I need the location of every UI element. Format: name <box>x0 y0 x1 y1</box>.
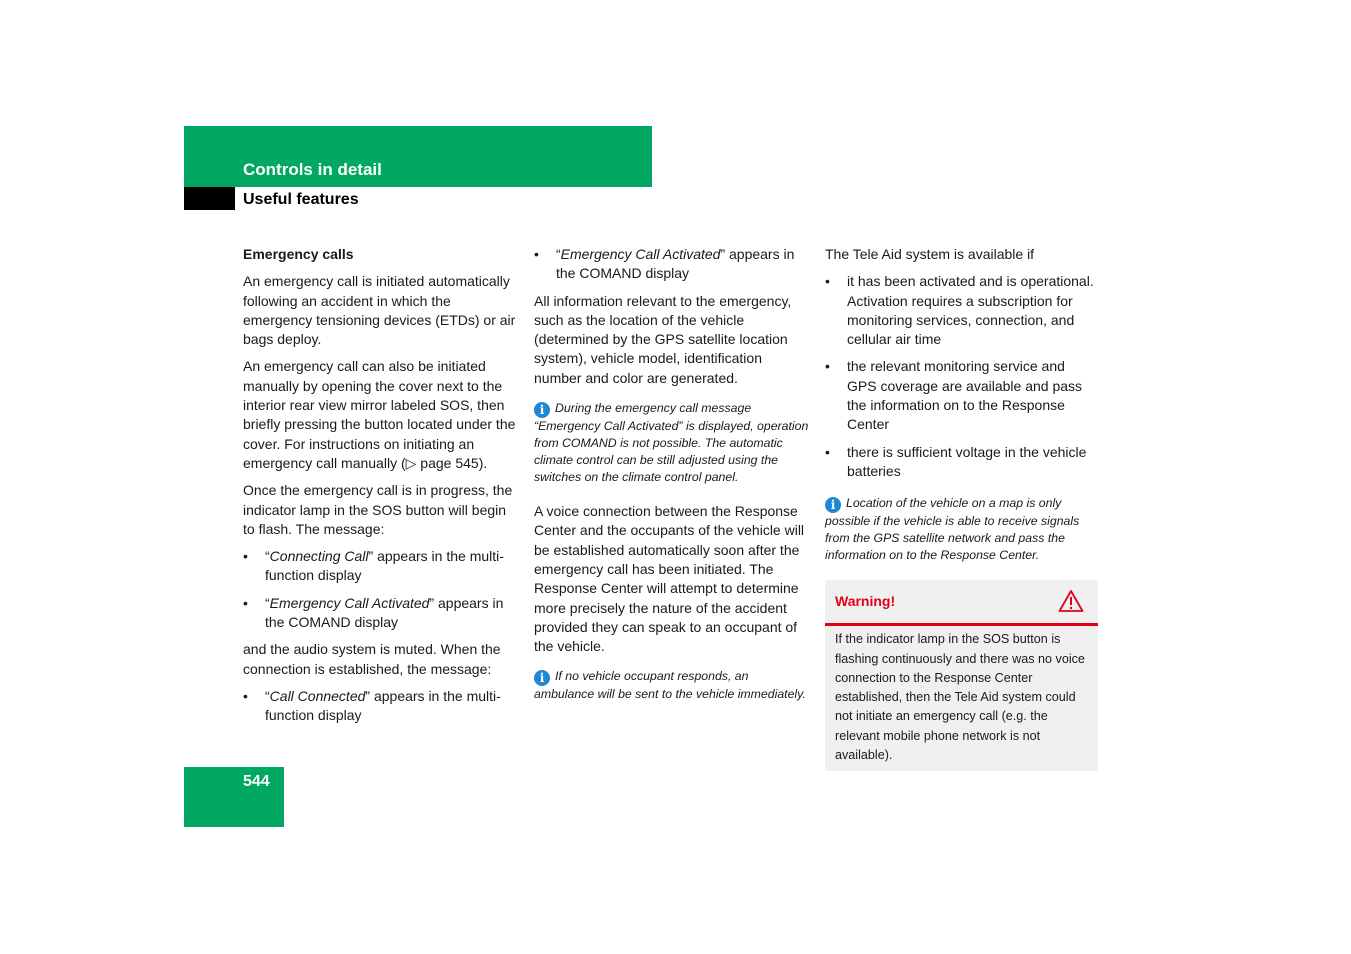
message-text: Call Connected <box>269 687 366 704</box>
message-text: Emergency Call Activated <box>560 246 721 262</box>
section-title: Controls in detail <box>243 160 382 179</box>
subsection-title: Useful features <box>243 191 359 208</box>
list-item: • “Connecting Call” appears in the multi-function display <box>243 548 504 584</box>
list-item: • there is sufficient voltage in the vehicle batteries <box>825 443 1087 479</box>
warning-triangle-icon <box>1058 589 1084 613</box>
header-black-tab <box>184 187 235 210</box>
list-item: • “Emergency Call Activated” appears in the COMAND display <box>243 594 504 631</box>
page-ref-link[interactable]: page 545). <box>416 454 488 471</box>
list-item: • “Emergency Call Activated” appears in the COMAND display <box>534 246 795 282</box>
paragraph: An emergency call is initiated automatically following an accident in which the emergency tensioning devices (ETDs) or air bags deploy. <box>243 273 516 348</box>
paragraph: A voice connection between the Response Center and the occupants of the vehicle will be established automatically soon after the emergency call has been initiated. The Response Center will attempt to determine more precisely the nature of the accident provided they can speak to an occupant of the vehicle. <box>534 503 805 655</box>
column-1 <box>243 245 518 734</box>
paragraph <box>243 357 518 473</box>
page-number: 544 <box>243 773 270 790</box>
warning-label: Warning! <box>835 593 896 610</box>
paragraph-text: An emergency call can also be initiated manually by opening the cover next to the interior rear view mirror labeled SOS, then briefly pressing the button located under the cover. For instructions on initiating an emergency call manually ( <box>243 358 516 471</box>
page-ref-arrow-icon: ▷ <box>405 454 417 471</box>
list-item: • the relevant monitoring service and GPS coverage are available and pass the information on to the Response Center <box>825 358 1083 433</box>
emergency-calls-heading: Emergency calls <box>243 246 354 262</box>
warning-header <box>825 580 1098 626</box>
paragraph: The Tele Aid system is available if <box>825 246 1035 262</box>
warning-box <box>825 580 1098 771</box>
list-item: • “Call Connected” appears in the multi-function display <box>243 687 501 724</box>
info-icon: i <box>534 670 550 686</box>
bullet-list <box>243 547 518 632</box>
message-text: Emergency Call Activated <box>269 594 430 611</box>
info-note: i If no vehicle occupant responds, an ambulance will be sent to the vehicle immediately. <box>534 669 806 702</box>
info-icon: i <box>825 497 841 513</box>
paragraph: and the audio system is muted. When the connection is established, the message: <box>243 641 501 677</box>
column-2 <box>534 245 809 713</box>
bullet-list <box>825 272 1098 481</box>
column-3 <box>825 245 1098 771</box>
bullet-icon: • <box>825 273 830 290</box>
bullet-icon: • <box>243 687 248 704</box>
bullet-icon: • <box>534 246 539 262</box>
bullet-list <box>534 245 809 284</box>
info-note: i Location of the vehicle on a map is only possible if the vehicle is able to receive signals from the GPS satellite network and pass the information on to the Response Center. <box>825 496 1080 563</box>
bullet-icon: • <box>825 443 830 460</box>
paragraph: All information relevant to the emergency, such as the location of the vehicle (determined by the GPS satellite location system), vehicle model, identification number and color are generated. <box>534 292 792 386</box>
bullet-icon: • <box>243 594 248 611</box>
bullet-icon: • <box>825 358 830 375</box>
bullet-list <box>243 687 518 726</box>
message-text: Connecting Call <box>269 548 369 565</box>
list-item: • it has been activated and is operational. Activation requires a subscription for monitoring services, connection, and cellular air time <box>825 273 1094 348</box>
warning-text: If the indicator lamp in the SOS button is flashing continuously and there was no voice connection to the Response Center established, then the Tele Aid system could not initiate an emergency call (e.g. the relevant mobile phone network is not available). <box>835 632 1085 763</box>
paragraph: Once the emergency call is in progress, the indicator lamp in the SOS button will begin to flash. The message: <box>243 482 513 537</box>
info-icon: i <box>534 402 550 418</box>
bullet-icon: • <box>243 548 248 565</box>
info-note: i During the emergency call message “Emergency Call Activated” is displayed, operation from COMAND is not possible. The automatic climate control can be still adjusted using the switches on the climate control panel. <box>534 401 809 485</box>
